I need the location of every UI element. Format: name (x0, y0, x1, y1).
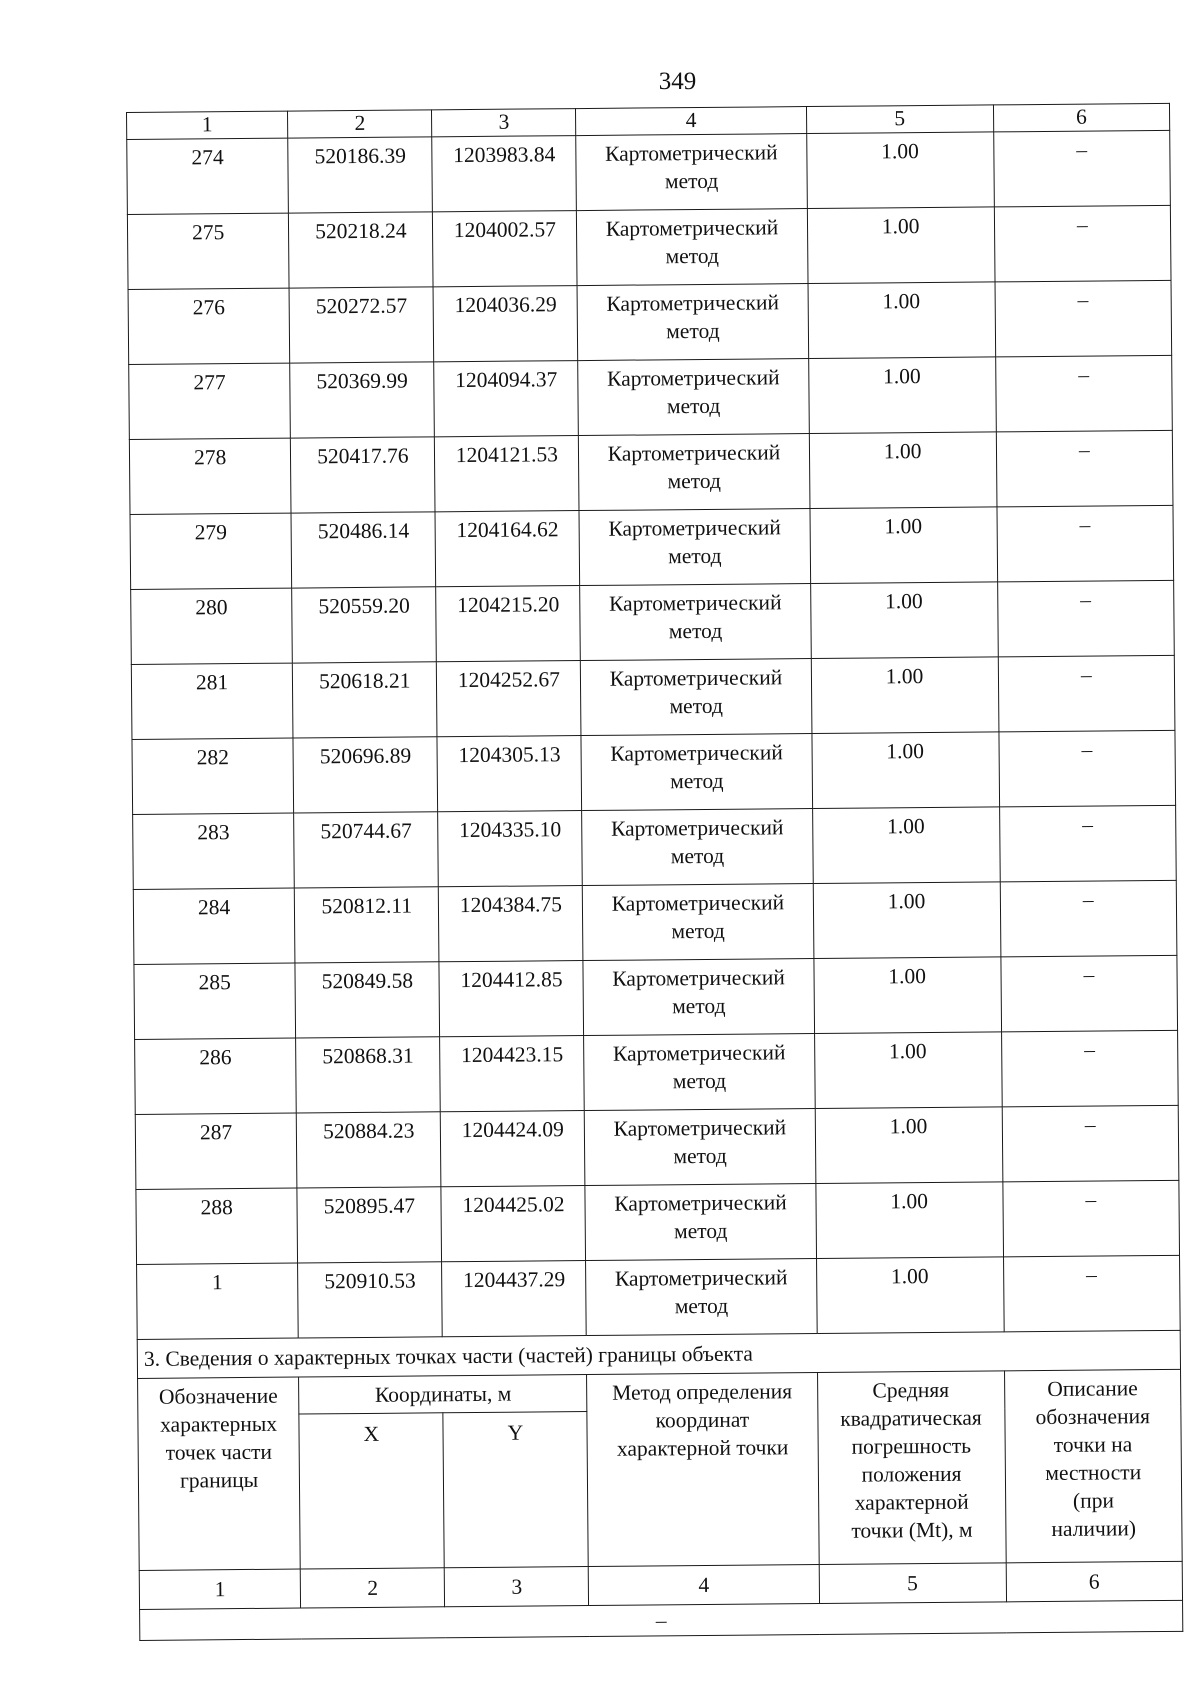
method-cell (581, 659, 812, 736)
column-number: 6 (993, 103, 1170, 132)
method-line: Картометрический (608, 590, 782, 616)
description-cell: – (995, 355, 1172, 432)
y-coordinate-cell: 1204121.53 (435, 436, 580, 512)
x-coordinate-cell: 520868.31 (296, 1037, 441, 1113)
method-line: Картометрический (614, 1190, 787, 1216)
point-cell: 288 (136, 1188, 298, 1264)
x-coordinate-cell: 520812.11 (295, 887, 440, 963)
method-line: Картометрический (610, 740, 783, 766)
table-row (129, 355, 1173, 439)
x-coordinate-cell: 520417.76 (291, 437, 436, 513)
table-row (131, 580, 1175, 664)
method-line: Картометрический (611, 890, 785, 916)
method-line: метод (670, 843, 725, 869)
description-cell: – (999, 805, 1176, 882)
error-cell: 1.00 (812, 807, 1000, 884)
point-cell: 277 (129, 363, 291, 439)
description-cell: – (997, 580, 1174, 657)
method-line: метод (673, 1218, 728, 1244)
column-number: 3 (445, 1567, 589, 1607)
error-cell: 1.00 (810, 582, 998, 659)
x-coordinate-cell: 520744.67 (294, 812, 439, 888)
column-number: 5 (819, 1563, 1006, 1604)
method-line: метод (674, 1293, 729, 1319)
point-cell: 284 (133, 888, 295, 964)
method-line: Картометрический (607, 440, 781, 466)
description-cell: – (1000, 880, 1177, 957)
method-cell (576, 134, 807, 211)
y-coordinate-cell: 1203983.84 (432, 136, 577, 212)
y-coordinate-cell: 1204094.37 (434, 361, 579, 437)
table-row (135, 1105, 1179, 1189)
point-cell: 280 (131, 588, 293, 664)
method-line: метод (671, 918, 725, 944)
method-line: Картометрический (605, 215, 779, 241)
x-coordinate-cell: 520884.23 (297, 1112, 442, 1188)
method-line: метод (666, 318, 720, 344)
point-cell: 275 (127, 213, 289, 289)
point-cell: 279 (130, 513, 292, 589)
method-line: Картометрический (608, 515, 781, 541)
y-coordinate-cell: 1204423.15 (440, 1036, 585, 1112)
y-coordinate-cell: 1204424.09 (441, 1111, 586, 1187)
method-cell (583, 959, 814, 1036)
y-coordinate-cell: 1204425.02 (441, 1186, 586, 1262)
point-cell: 286 (135, 1038, 297, 1114)
y-coordinate-cell: 1204215.20 (436, 586, 581, 662)
table-row (135, 1030, 1179, 1114)
column-number: 4 (589, 1565, 819, 1606)
x-header: X (299, 1413, 444, 1569)
method-header: Метод определения координат характерной точки (587, 1373, 819, 1567)
section-title: 3. Сведения о характерных точках части (частей) границы объекта (137, 1330, 1180, 1378)
table-row (137, 1255, 1181, 1339)
y-coordinate-cell: 1204305.13 (437, 736, 582, 812)
y-coordinate-cell: 1204384.75 (439, 886, 584, 962)
method-cell (586, 1259, 817, 1336)
error-cell: 1.00 (814, 1032, 1002, 1109)
error-cell: 1.00 (811, 732, 999, 809)
table-row (129, 430, 1173, 514)
description-cell: – (1001, 1030, 1178, 1107)
description-cell: – (1001, 955, 1178, 1032)
point-cell: 285 (134, 963, 296, 1039)
method-line: метод (673, 1143, 727, 1169)
x-coordinate-cell: 520218.24 (289, 212, 434, 288)
table-row (133, 880, 1177, 964)
description-cell: – (1003, 1255, 1180, 1332)
error-cell: 1.00 (810, 507, 998, 584)
description-cell: – (993, 130, 1170, 207)
coordinates-table (126, 103, 1183, 1641)
point-cell: 282 (132, 738, 294, 814)
y-coordinate-cell: 1204412.85 (439, 961, 584, 1037)
method-line: метод (667, 468, 722, 494)
description-header: Описание обозначения точки на местности (при наличии) (1004, 1369, 1182, 1563)
method-line: метод (668, 543, 722, 569)
method-cell (580, 584, 811, 661)
method-cell (582, 809, 813, 886)
error-cell: 1.00 (816, 1257, 1004, 1334)
method-cell (584, 1034, 815, 1111)
page-number: 349 (658, 68, 697, 95)
description-cell: – (1002, 1105, 1179, 1182)
x-coordinate-cell: 520910.53 (298, 1262, 443, 1338)
y-coordinate-cell: 1204335.10 (438, 811, 583, 887)
column-number: 6 (1006, 1561, 1183, 1602)
method-line: Картометрический (606, 290, 780, 316)
method-cell (585, 1184, 816, 1261)
x-coordinate-cell: 520272.57 (289, 287, 434, 363)
method-line: Картометрический (614, 1265, 788, 1291)
point-cell: 274 (127, 138, 289, 214)
y-coordinate-cell: 1204252.67 (437, 661, 582, 737)
point-cell: 287 (135, 1113, 297, 1189)
error-cell: 1.00 (813, 882, 1001, 959)
y-coordinate-cell: 1204437.29 (442, 1261, 587, 1337)
method-cell (579, 509, 810, 586)
description-cell: – (999, 730, 1176, 807)
x-coordinate-cell: 520895.47 (297, 1187, 442, 1263)
column-number: 2 (288, 110, 432, 138)
method-line: метод (672, 993, 726, 1019)
error-cell: 1.00 (806, 132, 994, 209)
method-cell (577, 284, 808, 361)
x-coordinate-cell: 520696.89 (293, 737, 438, 813)
column-number: 2 (301, 1568, 445, 1608)
x-coordinate-cell: 520849.58 (295, 962, 440, 1038)
method-line: метод (664, 168, 719, 194)
error-cell: 1.00 (813, 957, 1001, 1034)
method-line: метод (668, 618, 723, 644)
error-cell: 1.00 (807, 207, 995, 284)
column-number: 1 (139, 1569, 301, 1609)
method-line: метод (672, 1068, 727, 1094)
method-line: метод (666, 393, 721, 419)
table-row (131, 655, 1175, 739)
point-cell: 278 (129, 438, 291, 514)
x-coordinate-cell: 520559.20 (292, 587, 437, 663)
error-cell: 1.00 (808, 282, 996, 359)
y-coordinate-cell: 1204002.57 (433, 211, 578, 287)
x-coordinate-cell: 520369.99 (290, 362, 435, 438)
error-cell: 1.00 (815, 1107, 1003, 1184)
method-line: метод (669, 693, 723, 719)
error-cell: 1.00 (809, 432, 997, 509)
method-line: Картометрический (606, 365, 780, 391)
method-cell (581, 734, 812, 811)
y-coordinate-cell: 1204164.62 (435, 511, 580, 587)
error-cell: 1.00 (815, 1182, 1003, 1259)
method-line: Картометрический (613, 1115, 787, 1141)
error-header: Средняя квадратическая погрешность положения характерной точки (Mt), м (817, 1371, 1006, 1565)
column-number: 3 (432, 109, 576, 137)
x-coordinate-cell: 520186.39 (288, 137, 433, 213)
method-line: Картометрический (609, 665, 783, 691)
table-row (127, 205, 1171, 289)
method-line: Картометрический (610, 815, 784, 841)
error-cell: 1.00 (808, 357, 996, 434)
method-line: Картометрический (605, 140, 778, 166)
section-header-row (138, 1369, 1181, 1415)
description-cell: – (1002, 1180, 1179, 1257)
x-coordinate-cell: 520618.21 (293, 662, 438, 738)
column-number: 5 (806, 105, 993, 134)
point-cell: 276 (128, 288, 290, 364)
column-number: 4 (576, 107, 806, 136)
table-row (136, 1180, 1180, 1264)
empty-row-dash: – (140, 1600, 1183, 1640)
method-cell (585, 1109, 816, 1186)
description-cell: – (997, 505, 1174, 582)
designation-header: Обозначение характерных точек части границы (138, 1377, 301, 1570)
y-header: Y (443, 1412, 588, 1568)
table-row (132, 730, 1176, 814)
method-cell (583, 884, 814, 961)
method-line: метод (665, 243, 720, 269)
description-cell: – (995, 280, 1172, 357)
table-row (128, 280, 1172, 364)
table-row (130, 505, 1174, 589)
description-cell: – (998, 655, 1175, 732)
point-cell: 283 (133, 813, 295, 889)
method-cell (579, 434, 810, 511)
point-cell: 1 (137, 1263, 299, 1339)
error-cell: 1.00 (811, 657, 999, 734)
method-cell (577, 209, 808, 286)
table-row (134, 955, 1178, 1039)
column-number: 1 (127, 111, 289, 139)
coordinates-header: Координаты, м (299, 1375, 587, 1415)
table-row (133, 805, 1177, 889)
description-cell: – (996, 430, 1173, 507)
point-cell: 281 (131, 663, 293, 739)
method-line: Картометрический (612, 965, 785, 991)
x-coordinate-cell: 520486.14 (291, 512, 436, 588)
method-line: Картометрический (612, 1040, 786, 1066)
method-line: метод (670, 768, 724, 794)
description-cell: – (994, 205, 1171, 282)
table-row (127, 130, 1171, 214)
y-coordinate-cell: 1204036.29 (433, 286, 578, 362)
method-cell (578, 359, 809, 436)
